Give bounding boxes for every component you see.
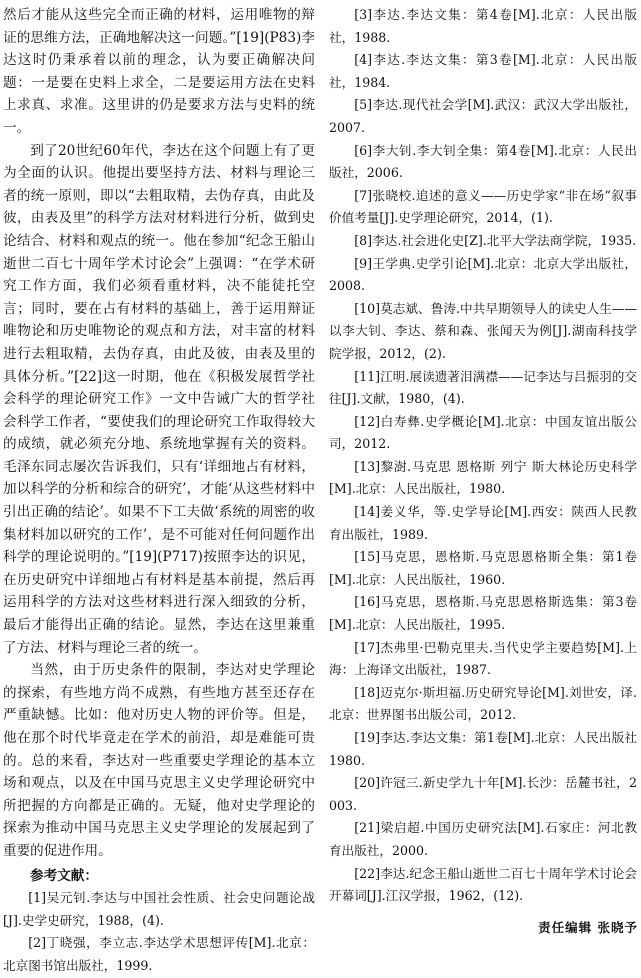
reference-item: [16]马克思，恩格斯.马克思恩格斯选集：第3卷[M].北京：人民出版社，1995. — [329, 594, 637, 633]
left-column — [3, 4, 315, 978]
reference-item: [14]姜义华，等.史学导论[M].西安：陕西人民教育出版社，1989. — [329, 504, 637, 542]
reference-item: [5]李达.现代社会学[M].武汉：武汉大学出版社，2007. — [329, 97, 637, 135]
reference-item: [7]张晓校.追述的意义——历史学家“非在场”叙事价值考量[J].史学理论研究，2014，(1). — [329, 187, 637, 226]
body-paragraph-3: 当然，由于历史条件的限制，李达对史学理论的探索，有些地方尚不成熟，有些地方甚至还存在严重缺憾。比如：他对历史人物的评价等。但是，他在那个时代毕竟走在学术的前沿，却是难能可贵的。总的来看，李达对一些重要史学理论的基本立场和观点，以及在中国马克思主义史学理论研究中所把握的方向都是正确的。无疑，他对史学理论的探索为推动中国马克思主义史学理论的发展起到了重要的促进作用。 — [3, 662, 315, 859]
reference-item: [17]杰弗里·巴勒克里夫.当代史学主要趋势[M].上海：上海译文出版社，1987. — [329, 639, 637, 678]
reference-item: [10]莫志斌、鲁涛.中共早期领导人的读史人生——以李大钊、李达、蔡和森、张闻天为例[J].湖南科技学院学报，2012，(2). — [329, 300, 637, 361]
reference-item: [4]李达.李达文集：第3卷[M].北京：人民出版社，1984. — [329, 52, 637, 90]
reference-item: [1]吴元钊.李达与中国社会性质、社会史问题论战[J].史学史研究，1988，(4). — [3, 890, 315, 928]
right-column — [329, 4, 637, 908]
reference-item: [22]李达.纪念王船山逝世二百七十周年学术讨论会开幕词[J].江汉学报，1962，(12). — [329, 865, 637, 904]
responsible-editor: 责任编辑 张晓予 — [538, 920, 638, 935]
reference-item: [9]王学典.史学引论[M].北京：北京大学出版社，2008. — [329, 255, 637, 294]
body-paragraph-2: 到了20世纪60年代，李达在这个问题上有了更为全面的认识。他提出要坚持方法、材料与理论三者的统一原则，即以“去粗取精，去伪存真，由此及彼，由表及里”的科学方法对材料进行分析，做到史论结合、材料和观点的统一。他在参加“纪念王船山逝世二百七十周年学术讨论会”上强调：“在学术研究工作方面，我们必须看重材料，决不能徒托空言；同时，要在占有材料的基础上，善于运用辩证唯物论和历史唯物论的观点和方法，对丰富的材料进行去粗取精，去伪存真，由此及彼，由表及里的具体分析。”[22]这一时期，他在《积极发展哲学社会科学的理论研究工作》一文中告诫广大的哲学社会科学工作者，“要使我们的理论研究工作取得较大的成绩，就必须充分地、系统地掌握有关的资料。毛泽东同志屡次告诉我们，只有‘详细地占有材料，加以科学的分析和综合的研究’，才能‘从这些材料中引出正确的结论’。如果不下工夫做‘系统的周密的收集材料加以研究的工作’，是不可能对任何问题作出科学的理论说明的。”[19](P717)按照李达的识见，在历史研究中详细地占有材料是基本前提，然后再运用科学的方法对这些材料进行深入细致的分析，最后才能得出正确的结论。显然，李达在这里兼重了方法、材料与理论三者的统一。 — [3, 142, 315, 656]
reference-item: [18]迈克尔·斯坦福.历史研究导论[M].刘世安，译.北京：世界图书出版公司，2012. — [329, 684, 637, 723]
reference-item: [6]李大钊.李大钊全集：第4卷[M].北京：人民出版社，2006. — [329, 142, 637, 181]
reference-item: [13]黎澍.马克思 恩格斯 列宁 斯大林论历史科学[M].北京：人民出版社，1980. — [329, 458, 637, 497]
body-paragraph-1: 然后才能从这些完全而正确的材料，运用唯物的辩证的思维方法，正确地解决这一问题。”[19](P83)李达这时仍秉承着以前的理念，认为要正确解决问题：一是要在史料上求全，二是要运用方法在史料上求真、求准。这里讲的仍是要求方法与史料的统一。 — [3, 7, 315, 136]
reference-item: [19]李达.李达文集：第1卷[M].北京：人民出版社1980. — [329, 730, 637, 768]
reference-item: [11]江明.展读遗著泪满襟——记李达与吕振羽的交往[J].文献，1980，(4). — [329, 368, 637, 407]
reference-item: [21]梁启超.中国历史研究法[M].石家庄：河北教育出版社，2000. — [329, 820, 637, 858]
reference-item: [3]李达.李达文集：第4卷[M].北京：人民出版社，1988. — [329, 7, 637, 45]
reference-item: [20]许冠三.新史学九十年[M].长沙：岳麓书社，2003. — [329, 775, 637, 813]
reference-item: [8]李达.社会进化史[Z].北平大学法商学院，1935. — [354, 232, 637, 248]
reference-item: [2]丁晓强，李立志.李达学术思想评传[M].北京：北京图书馆出版社，1999. — [3, 935, 315, 973]
references-heading: 参考文献： — [30, 867, 98, 884]
reference-item: [12]白寿彝.史学概论[M].北京：中国友谊出版公司，2012. — [329, 413, 637, 452]
reference-item: [15]马克思，恩格斯.马克思恩格斯全集：第1卷[M].北京：人民出版社，1960. — [329, 549, 637, 587]
